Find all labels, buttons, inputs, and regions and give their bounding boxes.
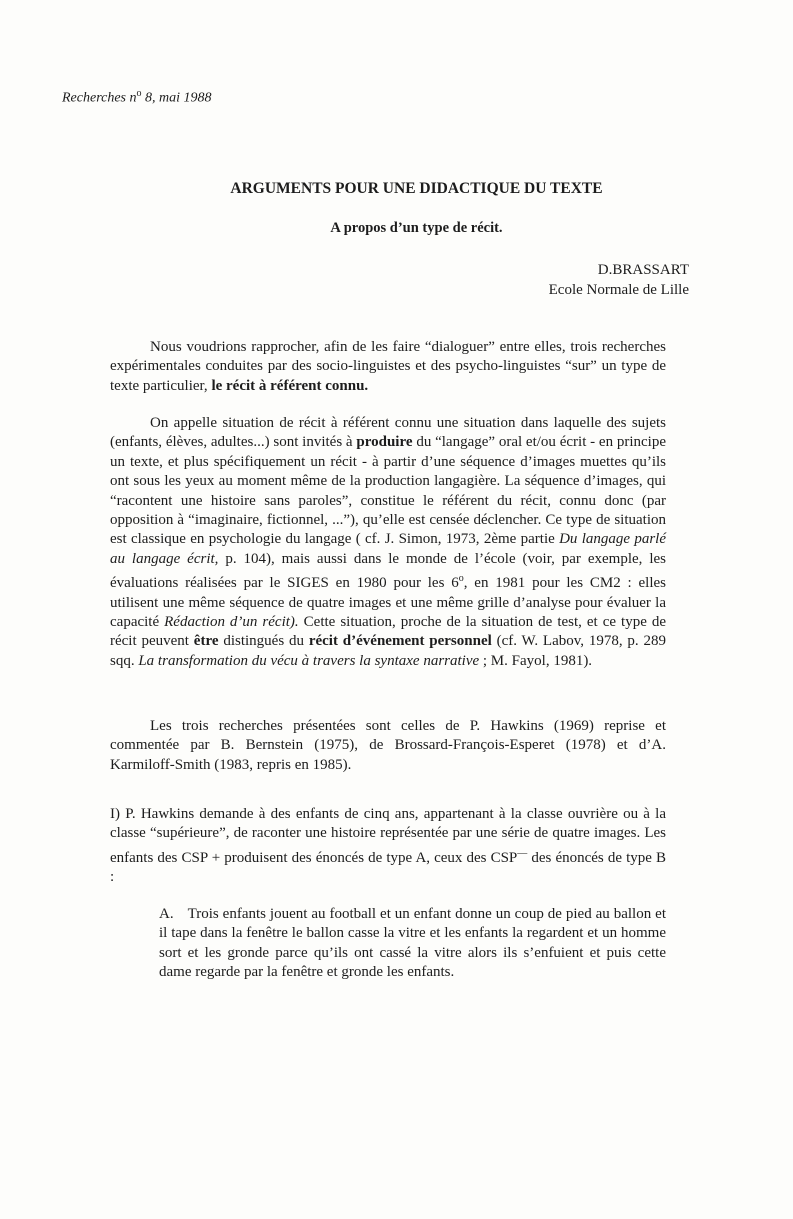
article-subtitle: A propos d’un type de récit. — [330, 220, 503, 236]
paragraph-intro: Nous voudrions rapprocher, afin de les faire “dialoguer” entre elles, trois recherches expérimentales conduites par des socio-linguistes et des psycho-linguistes “sur” un type de texte particulier, le récit à référent connu. — [110, 339, 666, 394]
author-affiliation: Ecole Normale de Lille — [548, 282, 689, 298]
article-title: ARGUMENTS POUR UNE DIDACTIQUE DU TEXTE — [230, 180, 603, 197]
example-text: Trois enfants jouent au football et un enfant donne un coup de pied au ballon et il tape dans la fenêtre le ballon casse la vitre et les enfants la regardent et un homme sort et les gronde parce qu’ils ont cassé la vitre alors ils s’enfuient et puis cette dame regarde par la fenêtre et gronde les enfants. — [159, 906, 666, 981]
example-a — [159, 905, 666, 983]
paragraph-hawkins: I) P. Hawkins demande à des enfants de cinq ans, appartenant à la classe ouvrière ou à la classe “supérieure”, de raconter une histoire représentée par une série de quatre images. Les enfants des CSP + produisent des énoncés de type A, ceux des CSP— des énoncés de type B : — [110, 806, 666, 886]
author-block — [549, 260, 689, 300]
journal-reference: Recherches $n^o$ 8, mai 1988 — [62, 88, 212, 106]
author-name: D.BRASSART — [597, 262, 689, 278]
paragraph-research-list: Les trois recherches présentées sont celles de P. Hawkins (1969) reprise et commentée par B. Bernstein (1975), de Brossard-François-Esperet (1978) et d’A. Karmiloff-Smith (1983, repris en 1985). — [110, 718, 666, 773]
example-label: A. — [159, 906, 174, 922]
paragraph-definition: On appelle situation de récit à référent connu une situation dans laquelle des sujets (enfants, élèves, adultes...) sont invités à produire du “langage” oral et/ou écrit - en principe un texte, et plus spécifiquement un récit - à partir d’une séquence d’images muettes qu’ils ont sous les yeux au moment même de la production langagière. La séquence d’images, qui “racontent une histoire sans paroles”, constitue le référent du récit, connu donc (par opposition à “imaginaire, fictionnel, ...”), qu’elle est censée déclencher. Ce type de situation est classique en psychologie du langage ( cf. J. Simon, 1973, 2ème partie Du langage parlé au langage écrit, p. 104), mais aussi dans le monde de l’école (voir, par exemple, les évaluations réalisées par le SIGES en 1980 pour les 6$^o$, en 1981 pour les CM2 : elles utilisent une même séquence de quatre images et une même grille d’analyse pour évaluer la capacité Rédaction d’un récit). Cette situation, proche de la situation de test, et ce type de récit peuvent être distingués du récit d’événement personnel (cf. W. Labov, 1978, p. 289 sqq. La transformation du vécu à travers la syntaxe narrative ; M. Fayol, 1981). — [110, 415, 667, 669]
